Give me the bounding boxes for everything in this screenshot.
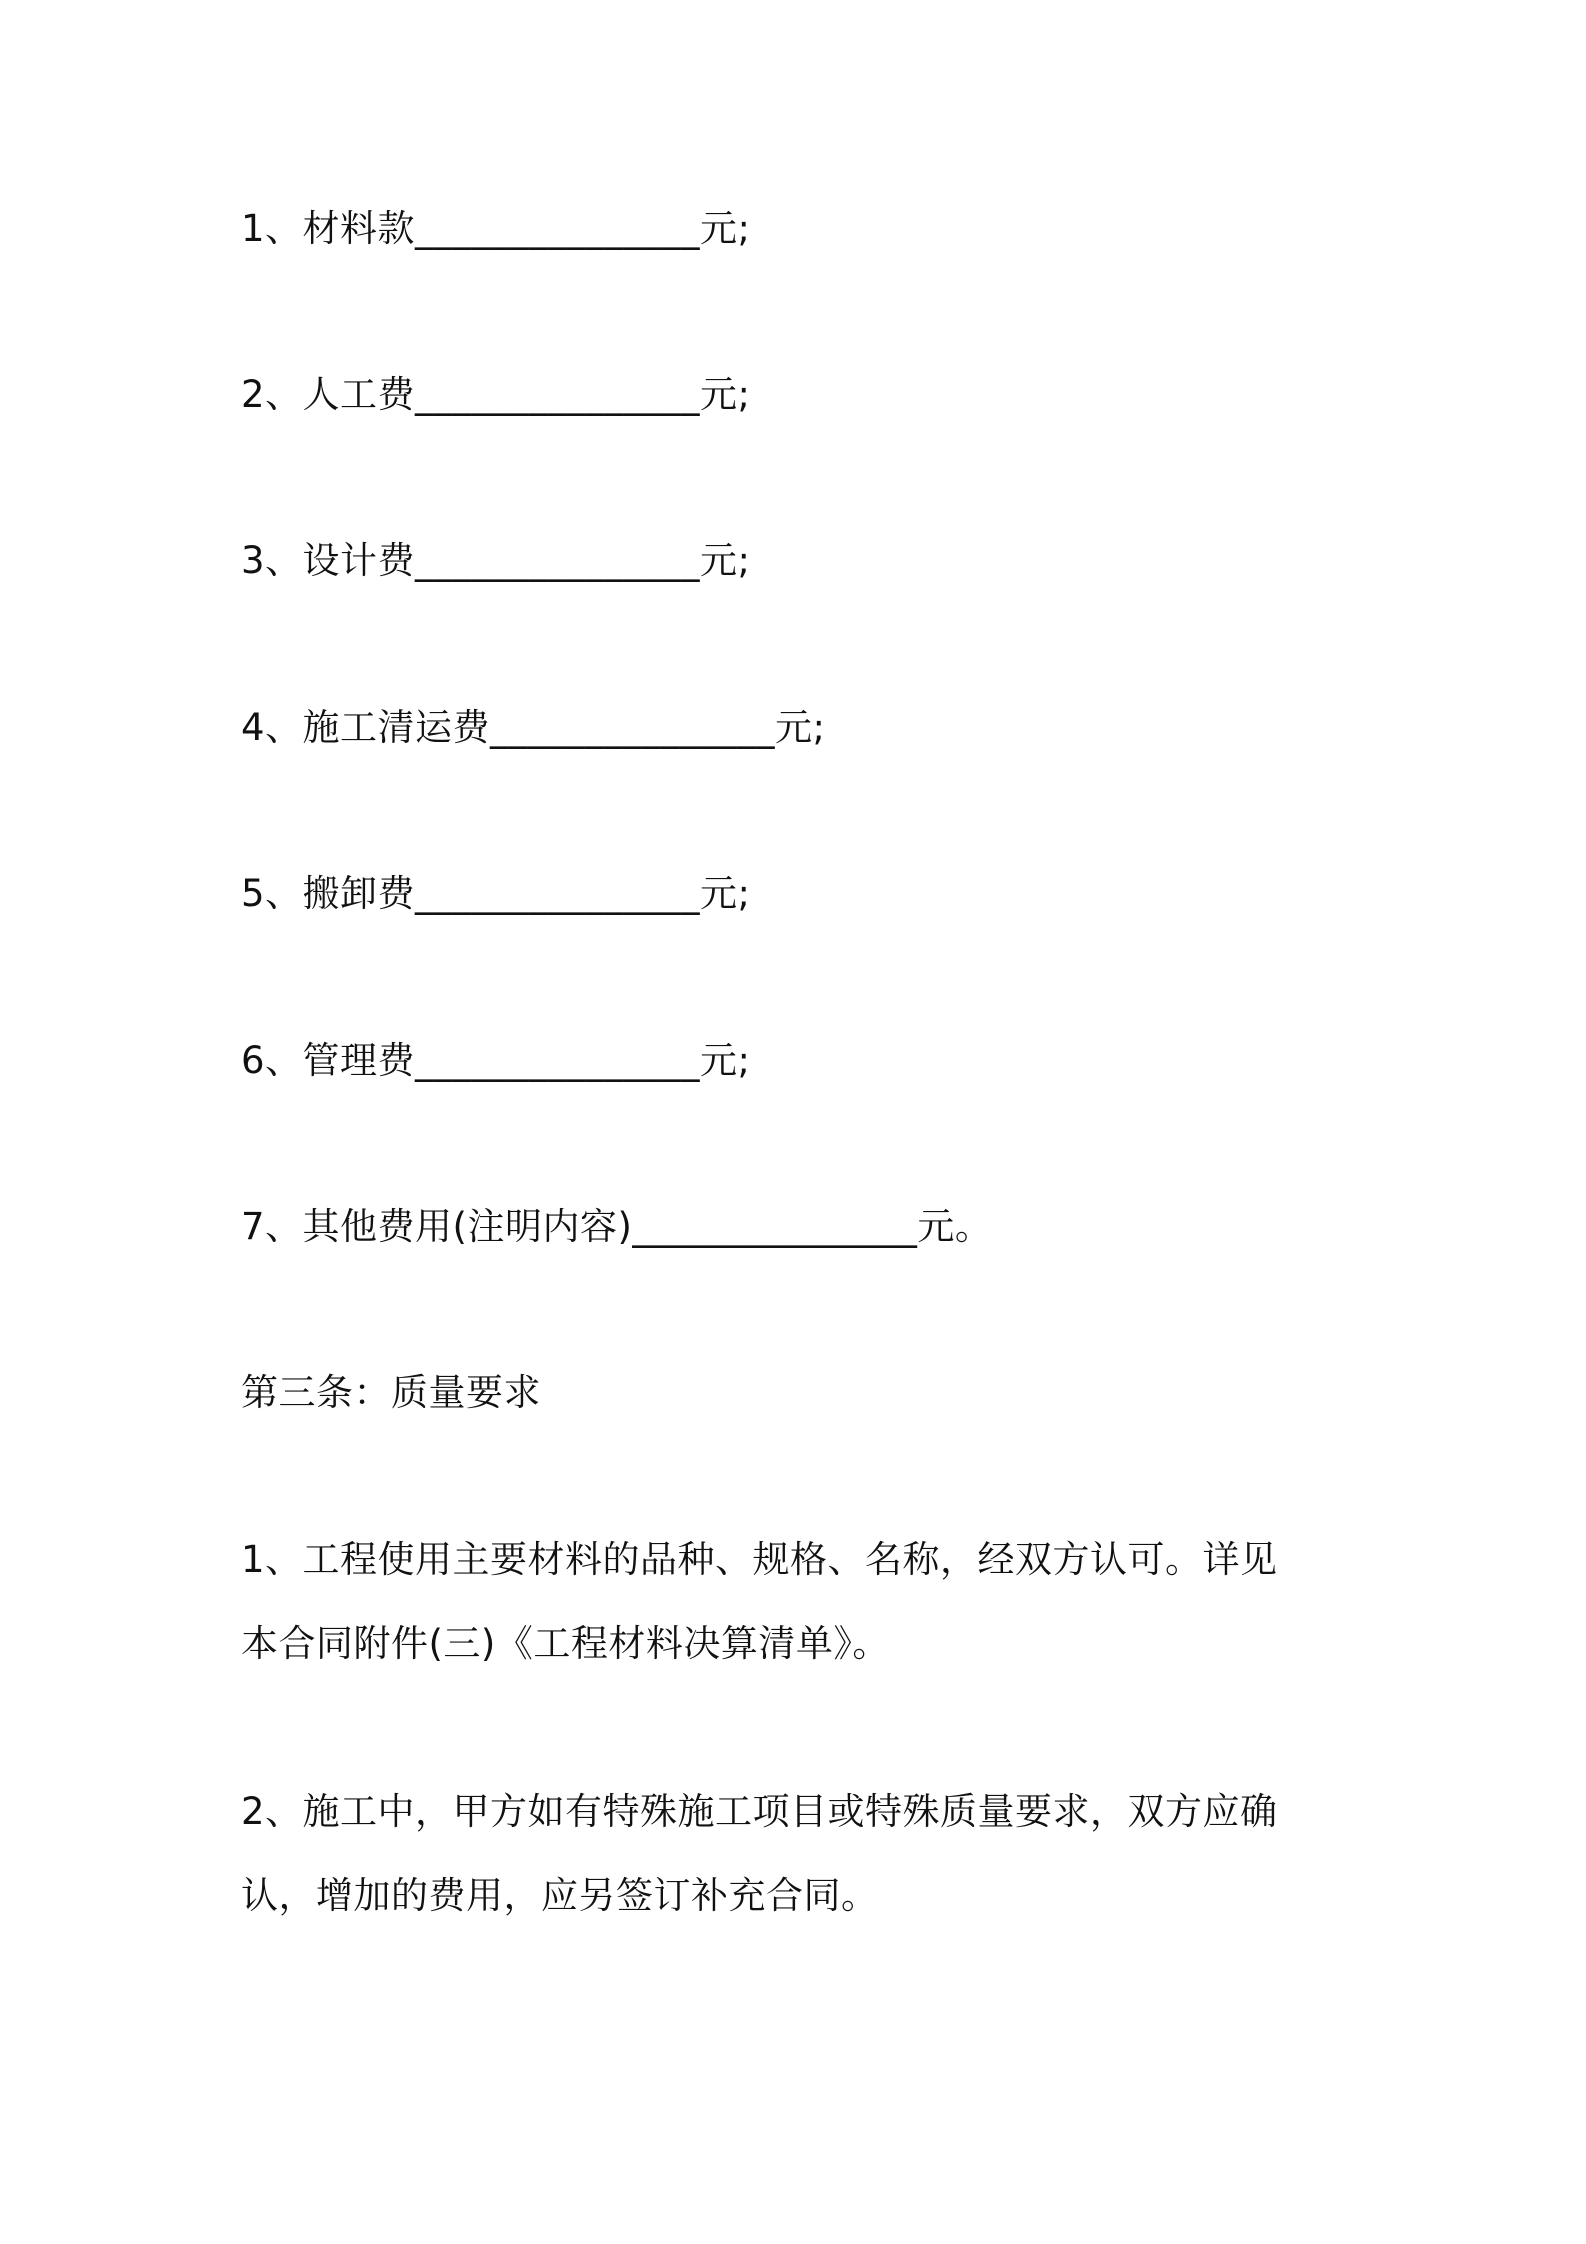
fee-item-cleanup: 4、施工清运费_______________元; — [241, 706, 826, 749]
fee-item-handling: 5、搬卸费_______________元; — [241, 872, 751, 915]
quality-clause-1 — [241, 1518, 1361, 1686]
quality-clause-2 — [241, 1770, 1361, 1938]
fee-item-labor: 2、人工费_______________元; — [241, 373, 751, 416]
section-heading: 第三条：质量要求 — [241, 1371, 541, 1414]
paragraph-line: 认，增加的费用，应另签订补充合同。 — [241, 1874, 879, 1917]
fee-item-design: 3、设计费_______________元; — [241, 539, 751, 582]
paragraph-line: 本合同附件(三)《工程材料决算清单》。 — [241, 1622, 890, 1665]
fee-item-other: 7、其他费用(注明内容)_______________元。 — [241, 1205, 993, 1248]
paragraph-line: 1、工程使用主要材料的品种、规格、名称，经双方认可。详见 — [241, 1538, 1278, 1581]
fee-item-management: 6、管理费_______________元; — [241, 1039, 751, 1082]
fee-item-materials: 1、材料款_______________元; — [241, 207, 751, 250]
paragraph-line: 2、施工中，甲方如有特殊施工项目或特殊质量要求，双方应确 — [241, 1790, 1278, 1833]
